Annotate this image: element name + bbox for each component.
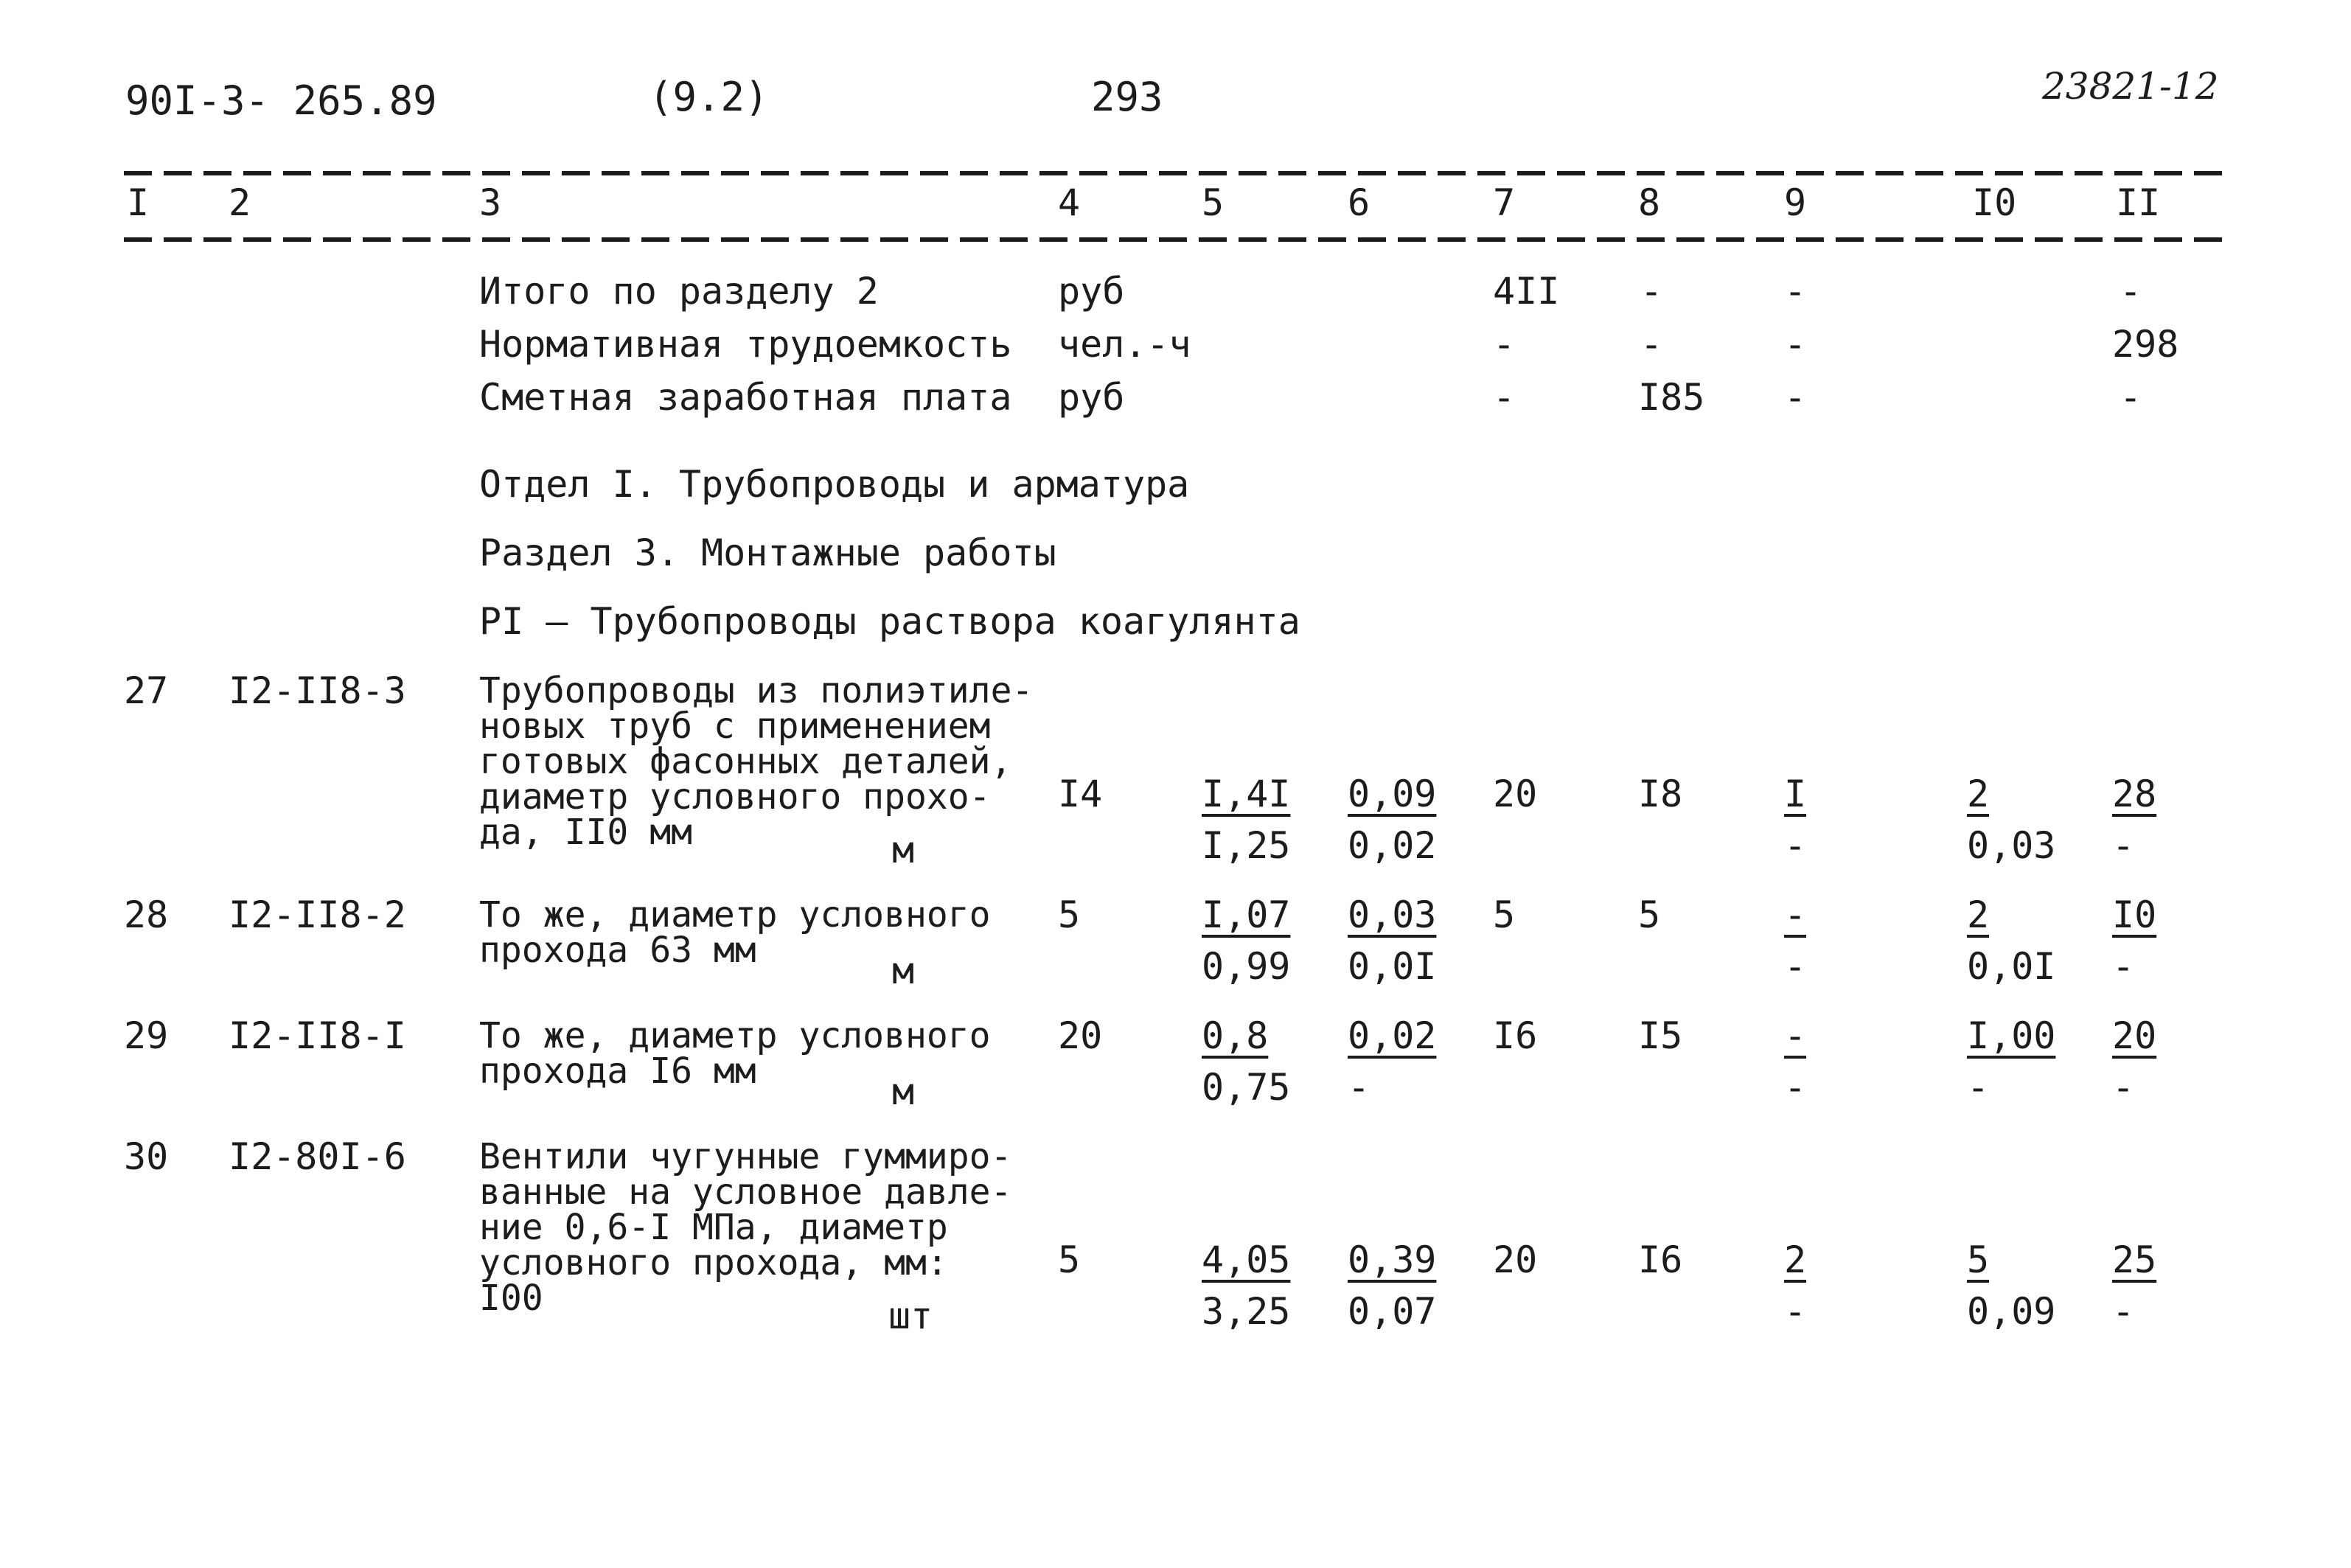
row-unit: шт [888, 1295, 933, 1337]
row-col5-bottom: 0,99 [1202, 945, 1291, 988]
row-description-line: Трубопроводы из полиэтиле- [479, 670, 1034, 711]
summary-col9: - [1784, 376, 1807, 419]
row-col10-top: 2 [1967, 773, 1990, 815]
row-col5-top: 4,05 [1202, 1238, 1291, 1281]
summary-unit: руб [1058, 270, 1125, 313]
row-col11-bottom: - [2112, 1066, 2135, 1109]
row-description-line: То же, диаметр условного [479, 894, 991, 935]
row-description-line: Вентили чугунные гуммиро- [479, 1136, 1012, 1177]
page-number: 293 [1091, 74, 1163, 120]
row-unit: м [892, 829, 915, 871]
row-col10-top: 2 [1967, 893, 1990, 936]
row-col8: I8 [1638, 773, 1683, 815]
department-heading: Отдел I. Трубопроводы и арматура [479, 463, 1190, 506]
row-col5-top: I,4I [1202, 773, 1291, 815]
column-header-11: II [2116, 181, 2161, 224]
row-description-line: условного прохода, мм: [479, 1242, 948, 1283]
row-description-line: То же, диаметр условного [479, 1015, 991, 1056]
row-col6-bottom: 0,0I [1348, 945, 1437, 988]
header-rule-top [124, 171, 2223, 175]
summary-col7: - [1493, 323, 1516, 366]
row-col9-bottom: - [1784, 945, 1807, 988]
row-col8: 5 [1638, 893, 1661, 936]
row-col9-top: 2 [1784, 1238, 1807, 1281]
summary-label: Итого по разделу 2 [479, 270, 879, 313]
row-unit: м [892, 1070, 915, 1113]
row-col5-bottom: 3,25 [1202, 1290, 1291, 1333]
summary-col8: - [1640, 270, 1663, 313]
document-code: 90I-3- 265.89 [125, 77, 437, 124]
row-col11-bottom: - [2112, 1290, 2135, 1333]
row-col10-bottom: 0,03 [1967, 824, 2056, 867]
row-description-line: диаметр условного прохо- [479, 776, 991, 818]
row-col7: 5 [1493, 893, 1516, 936]
column-header-4: 4 [1058, 181, 1081, 224]
row-col10-bottom: 0,0I [1967, 945, 2056, 988]
row-code: I2-II8-I [229, 1014, 406, 1057]
column-header-3: 3 [479, 181, 502, 224]
row-col6-bottom: - [1348, 1066, 1370, 1109]
row-col5-top: 0,8 [1202, 1014, 1269, 1057]
handwritten-code: 23821-12 [2042, 65, 2219, 108]
row-description-line: I00 [479, 1278, 543, 1319]
row-col9-bottom: - [1784, 1290, 1807, 1333]
row-description-line: прохода I6 мм [479, 1050, 756, 1092]
row-col6-top: 0,03 [1348, 893, 1437, 936]
row-description-line: готовых фасонных деталей, [479, 741, 1012, 782]
row-unit: м [892, 949, 915, 992]
row-number: 27 [124, 669, 169, 712]
summary-unit: руб [1058, 376, 1125, 419]
summary-col11: - [2120, 270, 2142, 313]
row-col6-bottom: 0,07 [1348, 1290, 1437, 1333]
row-col11-bottom: - [2112, 945, 2135, 988]
row-col10-bottom: - [1967, 1066, 1990, 1109]
row-col9-top: I [1784, 773, 1807, 815]
row-col8: I5 [1638, 1014, 1683, 1057]
row-number: 28 [124, 893, 169, 936]
row-col10-top: 5 [1967, 1238, 1990, 1281]
row-quantity: 5 [1058, 1238, 1081, 1281]
summary-col9: - [1784, 323, 1807, 366]
header-rule-bottom [124, 237, 2223, 242]
row-description-line: прохода 63 мм [479, 930, 756, 971]
row-col5-bottom: I,25 [1202, 824, 1291, 867]
row-col11-bottom: - [2112, 824, 2135, 867]
column-header-9: 9 [1784, 181, 1807, 224]
sheet-reference: (9.2) [649, 74, 769, 120]
row-col7: 20 [1493, 1238, 1538, 1281]
summary-col11: 298 [2112, 323, 2179, 366]
subsection-heading: PI – Трубопроводы раствора коагулянта [479, 600, 1300, 643]
row-code: I2-II8-2 [229, 893, 406, 936]
row-quantity: I4 [1058, 773, 1103, 815]
row-description-line: новых труб с применением [479, 705, 991, 747]
row-col7: I6 [1493, 1014, 1538, 1057]
summary-col9: - [1784, 270, 1807, 313]
row-description-line: да, II0 мм [479, 812, 692, 853]
row-number: 30 [124, 1135, 169, 1178]
summary-col8: - [1640, 323, 1663, 366]
row-col5-bottom: 0,75 [1202, 1066, 1291, 1109]
row-code: I2-II8-3 [229, 669, 406, 712]
row-number: 29 [124, 1014, 169, 1057]
row-col6-top: 0,09 [1348, 773, 1437, 815]
row-col7: 20 [1493, 773, 1538, 815]
column-header-6: 6 [1348, 181, 1370, 224]
row-col11-top: I0 [2112, 893, 2157, 936]
column-header-7: 7 [1493, 181, 1516, 224]
row-col8: I6 [1638, 1238, 1683, 1281]
row-col11-top: 20 [2112, 1014, 2157, 1057]
summary-col7: 4II [1493, 270, 1560, 313]
summary-unit: чел.-ч [1058, 323, 1191, 366]
row-quantity: 20 [1058, 1014, 1103, 1057]
summary-col11: - [2120, 376, 2142, 419]
column-header-10: I0 [1972, 181, 2017, 224]
row-col9-bottom: - [1784, 824, 1807, 867]
row-col9-bottom: - [1784, 1066, 1807, 1109]
row-description-line: ванные на условное давле- [479, 1171, 1012, 1213]
row-col6-bottom: 0,02 [1348, 824, 1437, 867]
column-header-2: 2 [229, 181, 251, 224]
row-code: I2-80I-6 [229, 1135, 406, 1178]
summary-label: Нормативная трудоемкость [479, 323, 1012, 366]
column-header-1: I [127, 181, 150, 224]
summary-col7: - [1493, 376, 1516, 419]
row-col11-top: 25 [2112, 1238, 2157, 1281]
row-col10-bottom: 0,09 [1967, 1290, 2056, 1333]
row-col5-top: I,07 [1202, 893, 1291, 936]
row-description-line: ние 0,6-I МПа, диаметр [479, 1207, 948, 1248]
summary-col8: I85 [1638, 376, 1705, 419]
row-col11-top: 28 [2112, 773, 2157, 815]
row-col9-top: - [1784, 893, 1807, 936]
column-header-8: 8 [1638, 181, 1661, 224]
row-col6-top: 0,02 [1348, 1014, 1437, 1057]
row-col9-top: - [1784, 1014, 1807, 1057]
row-col6-top: 0,39 [1348, 1238, 1437, 1281]
column-header-5: 5 [1202, 181, 1225, 224]
row-col10-top: I,00 [1967, 1014, 2056, 1057]
section-heading: Раздел 3. Монтажные работы [479, 532, 1056, 574]
summary-label: Сметная заработная плата [479, 376, 1012, 419]
row-quantity: 5 [1058, 893, 1081, 936]
